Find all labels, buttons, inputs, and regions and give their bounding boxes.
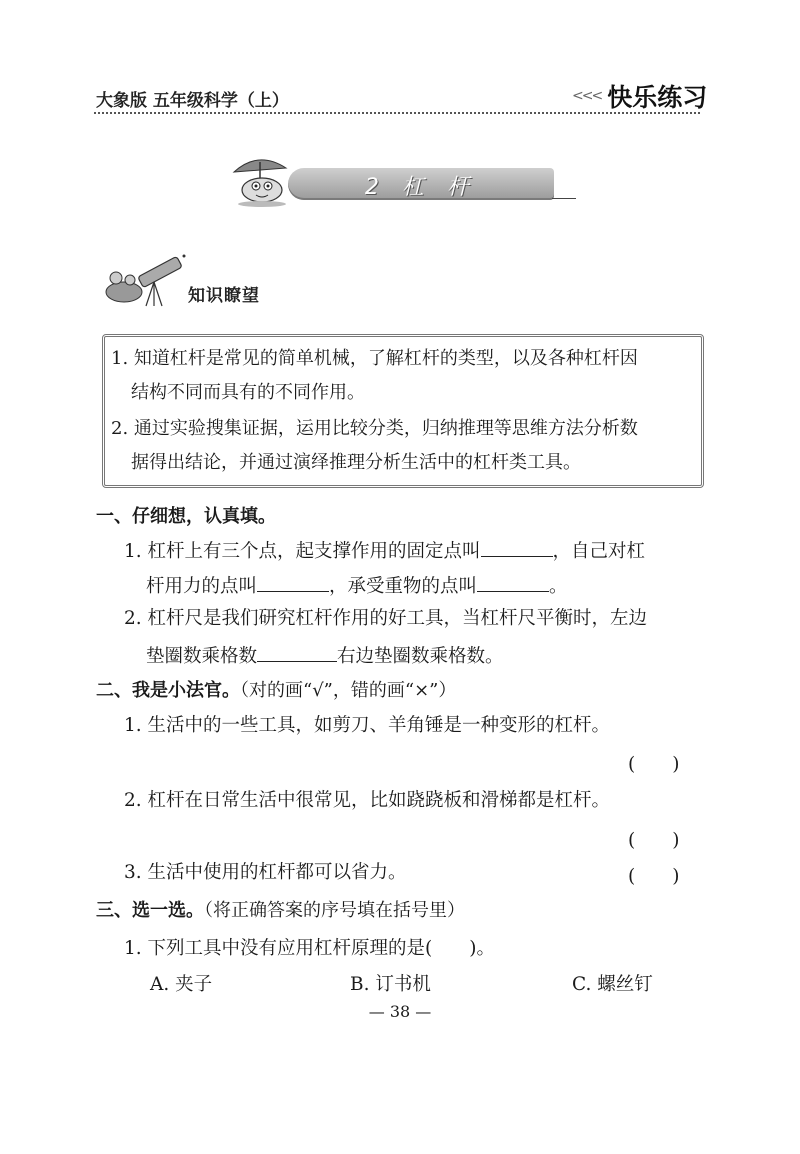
part1-q1-text-d: ，承受重物的点叫 <box>329 576 478 597</box>
learning-goals-box <box>102 334 704 488</box>
part1-q1-text-c: 杆用力的点叫 <box>146 576 258 597</box>
blank-effort-point[interactable] <box>257 573 329 592</box>
part3-heading: 三、选一选。 <box>96 900 204 921</box>
part1-q1-text-b: ，自己对杠 <box>552 541 646 562</box>
part3-note: （将正确答案的序号填在括号里） <box>204 900 465 921</box>
blank-balance-relation[interactable] <box>257 643 337 662</box>
part2-q3: 3. 生活中使用的杠杆都可以省力。 <box>124 862 407 883</box>
section-label: 知识瞭望 <box>188 286 260 306</box>
telescope-icon <box>102 252 186 308</box>
part1-q2-text-b: 垫圈数乘格数 <box>146 646 258 667</box>
part2-q2: 2. 杠杆在日常生活中很常见，比如跷跷板和滑梯都是杠杆。 <box>124 790 611 811</box>
option-c[interactable]: C. 螺丝钉 <box>572 974 653 995</box>
part3-q1: 1. 下列工具中没有应用杠杆原理的是( )。 <box>124 938 495 959</box>
header-divider <box>94 112 700 114</box>
blank-fulcrum[interactable] <box>481 538 553 557</box>
part1-q2-text-c: 右边垫圈数乘格数。 <box>337 646 504 667</box>
part1-q1-text-e: 。 <box>549 576 568 597</box>
part2-q3-answer[interactable]: ( ) <box>628 866 680 887</box>
goal-1-line-1: 1. 知道杠杆是常见的简单机械，了解杠杆的类型，以及各种杠杆因 <box>111 348 638 369</box>
part2-heading-line <box>96 680 456 702</box>
book-title: 大象版 五年级科学（上） <box>96 91 289 111</box>
mascot-umbrella-icon <box>226 148 296 208</box>
part2-q1: 1. 生活中的一些工具，如剪刀、羊角锤是一种变形的杠杆。 <box>124 715 611 736</box>
part2-q1-answer[interactable]: ( ) <box>628 754 680 775</box>
chevrons-icon: <<< <box>572 88 602 104</box>
goal-2-line-2: 据得出结论，并通过演绎推理分析生活中的杠杆类工具。 <box>131 452 581 473</box>
part1-q1-text-a: 1. 杠杆上有三个点，起支撑作用的固定点叫 <box>124 541 481 562</box>
lesson-title-underline <box>552 198 576 199</box>
brand-title: 快乐练习 <box>607 83 708 112</box>
part1-q2-line1: 2. 杠杆尺是我们研究杠杆作用的好工具，当杠杆尺平衡时，左边 <box>124 608 648 629</box>
part1-q2-line2 <box>146 643 504 668</box>
option-b[interactable]: B. 订书机 <box>350 974 431 995</box>
lesson-title: 2 杠 杆 <box>365 175 477 200</box>
part1-q1-line1 <box>124 538 645 563</box>
goal-2-line-1: 2. 通过实验搜集证据，运用比较分类，归纳推理等思维方法分析数 <box>111 418 638 439</box>
part2-q2-answer[interactable]: ( ) <box>628 830 680 851</box>
goal-1-line-2: 结构不同而具有的不同作用。 <box>131 382 365 403</box>
part2-note: （对的画“√”，错的画“×”） <box>240 680 457 701</box>
part1-heading: 一、仔细想，认真填。 <box>96 506 276 527</box>
part2-heading: 二、我是小法官。 <box>96 680 240 701</box>
page-number: — 38 — <box>368 1002 432 1021</box>
blank-load-point[interactable] <box>477 573 549 592</box>
part1-q1-line2 <box>146 573 568 598</box>
brand-header <box>572 78 707 114</box>
option-a[interactable]: A. 夹子 <box>150 974 213 995</box>
part3-heading-line <box>96 900 465 922</box>
